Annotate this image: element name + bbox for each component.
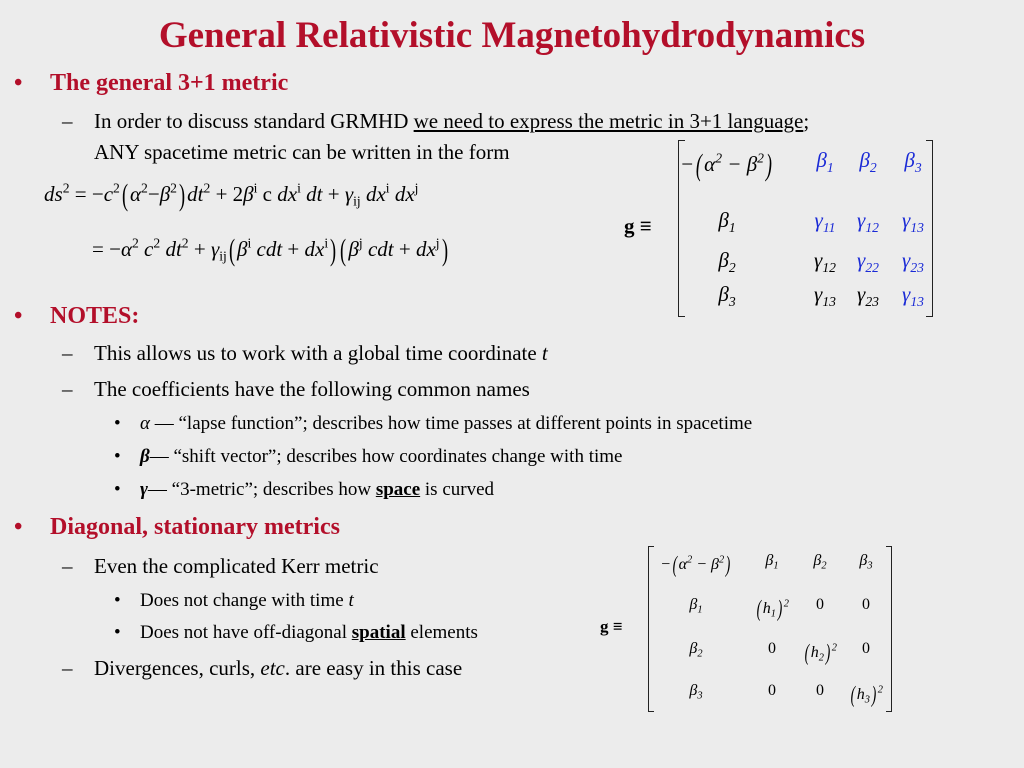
dash-glyph: – [62,341,73,365]
matrix-cell: $-(\alpha^2 - \beta^2)$ [679,148,773,182]
bullet-glyph: • [114,622,121,643]
notes-beta-item [114,446,622,468]
dash-glyph: – [62,656,73,680]
diag-item-2 [62,656,462,681]
bullet-glyph: • [114,590,121,611]
diag-heading: Diagonal, stationary metrics [50,514,340,540]
matrix-cell: $(h_2)$ $^2$ [804,640,837,666]
diag-1b-text-a: Does not have off-diagonal [140,622,352,643]
matrix-cell: $\gamma_{22}$ [857,248,879,275]
matrix-cell: $\beta_2$ [689,640,703,660]
diag-1b-underlined: spatial [351,622,406,643]
matrix-cell: $\gamma_{12}$ [814,248,836,275]
gamma-desc-b: is curved [420,479,495,500]
matrix-cell: $\gamma_{13}$ [902,208,924,235]
matrix-cell: $\beta_3$ [718,282,736,309]
matrix-cell: 0 [768,682,776,699]
gamma-desc-a: — “3-metric”; describes how [147,479,376,500]
matrix-cell: $\gamma_{11}$ [814,208,836,235]
dash-glyph: – [62,554,73,578]
beta-desc: — “shift vector”; describes how coordinates change with time [149,446,623,467]
matrix-cell: $\beta_2$ [718,248,736,275]
metric-text-line1 [62,109,809,134]
matrix-general-right-bracket [926,140,933,317]
bullet-glyph: • [114,479,121,500]
matrix-cell: $(h_1)$ $^2$ [756,596,789,622]
dash-glyph: – [62,377,73,401]
matrix-cell: $-(\alpha^2 - \beta^2)$ [660,552,731,578]
bullet-metric-heading [14,70,288,97]
matrix-cell: $(h_3)$ $^2$ [850,682,883,708]
bullet-glyph: • [114,413,121,434]
metric-text-a: In order to discuss standard GRMHD [94,109,414,133]
matrix-diagonal-left-bracket [648,546,654,712]
matrix-cell: $\gamma_{12}$ [857,208,879,235]
slide-title: General Relativistic Magnetohydrodynamics [158,15,866,56]
matrix-cell: $\gamma_{23}$ [857,282,879,309]
matrix-cell: $\gamma_{13}$ [814,282,836,309]
bullet-glyph: • [14,70,23,96]
matrix-general-label: g ≡ [624,214,652,238]
matrix-cell: $\beta_3$ [689,682,703,702]
matrix-cell: 0 [816,596,824,613]
matrix-cell: $\beta_2$ [813,552,827,572]
diag-1-text: Even the complicated Kerr metric [94,554,379,578]
bullet-notes-heading [14,303,139,330]
diag-sub-item-2 [114,622,478,644]
diag-1a-text: Does not change with time [140,590,349,611]
alpha-desc: — “lapse function”; describes how time passes at different points in spacetime [154,413,753,434]
matrix-cell: 0 [862,640,870,657]
metric-text-underlined: we need to express the metric in 3+1 language [413,109,804,133]
matrix-diagonal-right-bracket [886,546,892,712]
diag-1b-text-b: elements [405,622,478,643]
bullet-glyph: • [14,303,23,329]
matrix-cell: 0 [862,596,870,613]
beta-symbol: β [140,446,150,467]
diag-2-etc: etc [260,656,285,680]
gamma-symbol: γ [140,479,148,500]
notes-item-1 [62,341,548,366]
diag-2-text-c: . are easy in this case [284,656,463,680]
matrix-cell: $\beta_2$ [859,148,877,175]
matrix-cell: $\gamma_{13}$ [902,282,924,309]
metric-text-line2: ANY spacetime metric can be written in the form [94,140,510,164]
metric-equation-line2: = $-\alpha^2$ $c^2$ $dt^2 + \gamma_{ij}(\beta^i$ cdt + $dx^i$) ($\beta^j$ cdt + $dx^j$) [92,233,448,267]
diag-item-1 [62,554,379,579]
bullet-glyph: • [114,446,121,467]
matrix-cell: $\beta_1$ [816,148,834,175]
diag-2-text-a: Divergences, curls, [94,656,261,680]
matrix-cell: $\gamma_{23}$ [902,248,924,275]
matrix-cell: $\beta_1$ [689,596,703,616]
notes-gamma-item [114,479,494,501]
notes-alpha-item [114,413,752,435]
matrix-cell: 0 [768,640,776,657]
metric-equation-line1: $ds^2 = -c^2(\alpha^2-\beta^2)dt^2 + 2\beta^i$ c $dx^i$ dt + $\gamma_{ij}$ $dx^i$ $dx^j$ [44,178,419,212]
dash-glyph: – [62,109,73,133]
notes-heading: NOTES: [50,303,140,329]
notes-item-2 [62,377,530,402]
gamma-desc-underlined: space [375,479,421,500]
metric-heading: The general 3+1 metric [50,70,289,96]
matrix-cell: $\beta_1$ [718,208,736,235]
matrix-cell: 0 [816,682,824,699]
notes-1-t: t [541,341,548,365]
matrix-diagonal-label: g ≡ [600,617,623,636]
metric-text-b: ; [803,109,810,133]
matrix-cell: $\beta_3$ [859,552,873,572]
diag-1a-t: t [348,590,354,611]
matrix-cell: $\beta_3$ [904,148,922,175]
diag-sub-item-1 [114,590,354,612]
bullet-glyph: • [14,514,23,540]
notes-1-text: This allows us to work with a global time coordinate [94,341,542,365]
notes-2-text: The coefficients have the following common names [94,377,530,401]
bullet-diag-heading [14,514,340,541]
matrix-cell: $\beta_1$ [765,552,779,572]
alpha-symbol: α [140,413,150,434]
